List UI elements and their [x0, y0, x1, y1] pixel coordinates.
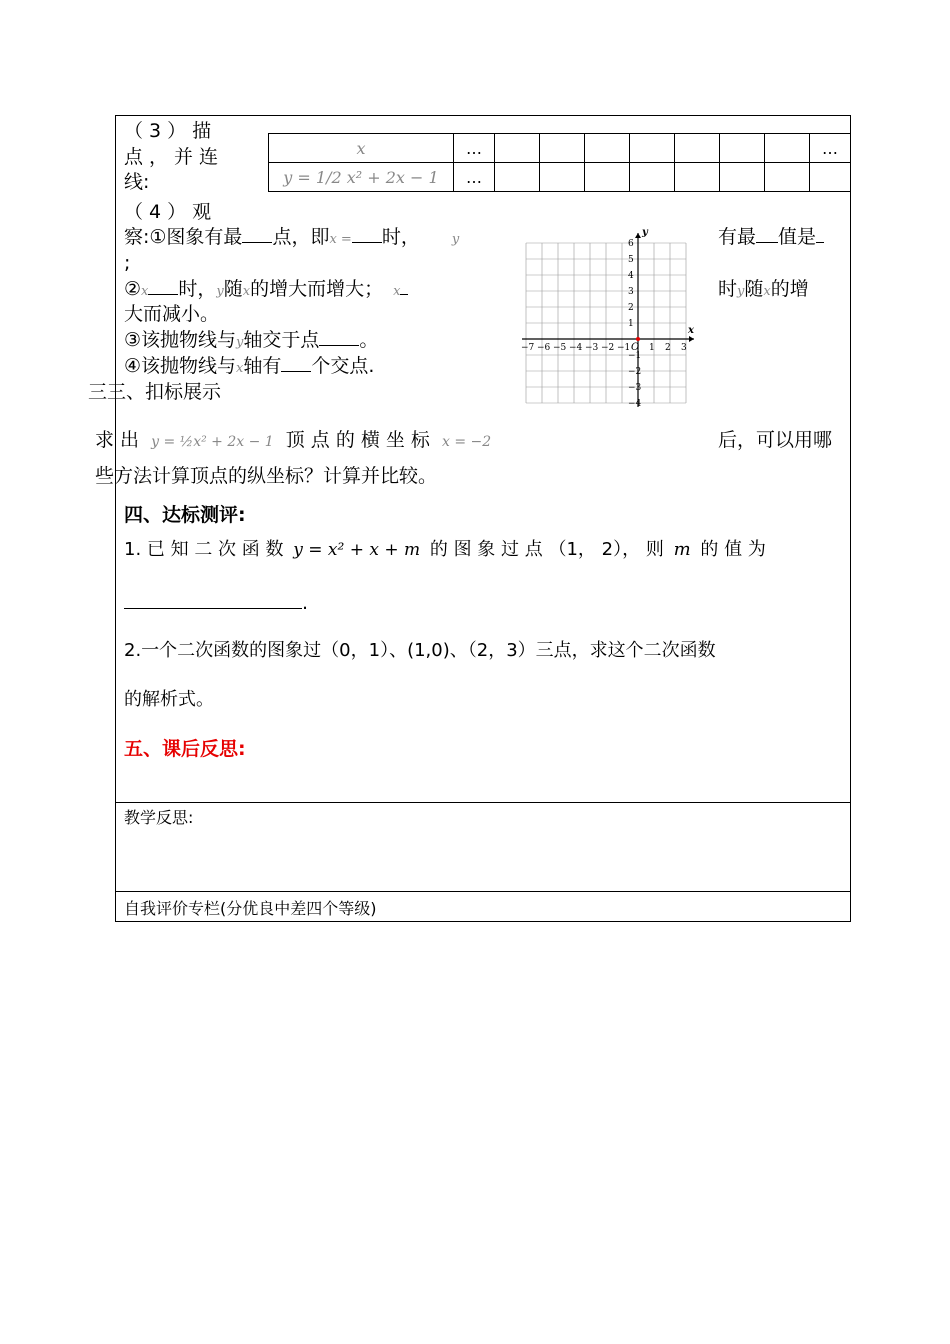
section4-title: 四、达标测评: — [124, 504, 246, 526]
y-tick-label: 5 — [628, 255, 634, 265]
section3-line1-right: 后，可以用哪 — [718, 429, 833, 451]
x-tick-label: −6 — [537, 343, 551, 353]
table-cell-ellipsis: … — [454, 163, 495, 192]
x-tick-label: −1 — [617, 343, 631, 353]
step3-label-2: 点，并连 — [124, 146, 225, 168]
y-tick-label: −2 — [628, 367, 642, 377]
table-cell[interactable] — [765, 134, 810, 163]
table-cell[interactable] — [585, 134, 630, 163]
origin-dot — [636, 337, 640, 341]
x-tick-label: −7 — [521, 343, 535, 353]
table-cell[interactable] — [765, 163, 810, 192]
table-cell[interactable] — [630, 163, 675, 192]
table-cell-ellipsis: … — [810, 134, 851, 163]
step4-line1: 察:①图象有最 点，即x = 时， y — [124, 226, 460, 248]
x-tick-label: −4 — [569, 343, 583, 353]
table-row-x — [269, 134, 851, 163]
x-tick-label: −2 — [601, 343, 615, 353]
grid-svg — [516, 225, 702, 411]
table-cell[interactable] — [675, 163, 720, 192]
step4-line2: ; — [124, 252, 131, 274]
y-tick-label: −4 — [628, 399, 642, 409]
y-tick-label: −3 — [628, 383, 642, 393]
table-cell[interactable] — [540, 163, 585, 192]
y-axis-arrow — [635, 233, 641, 238]
step4-line1-right: 有最 值是 — [718, 225, 824, 249]
x-tick-label: −5 — [553, 343, 567, 353]
y-tick-label: 6 — [628, 239, 634, 249]
step4-line3: ②x 时，y随x的增大而增大； x — [124, 277, 408, 304]
table-row-label-x: x — [269, 134, 454, 163]
step4-line3-right: 时y随x的增 — [718, 278, 809, 300]
divider-reflection — [115, 802, 851, 803]
section5-title: 五、课后反思: — [124, 738, 246, 760]
table-cell[interactable] — [540, 134, 585, 163]
divider-self-eval — [115, 891, 851, 892]
origin-label: O — [631, 342, 640, 353]
step4-line6: ④该抛物线与x轴有 个交点. — [124, 355, 375, 377]
table-cell[interactable] — [630, 134, 675, 163]
table-cell[interactable] — [675, 134, 720, 163]
question-2: 2.一个二次函数的图象过（0，1）、(1,0)、（2，3）三点，求这个二次函数 — [124, 640, 716, 661]
x-tick-label: 3 — [681, 343, 687, 353]
question-2-cont: 的解析式。 — [124, 689, 214, 710]
step4-line5: ③该抛物线与y轴交于点 。 — [124, 329, 379, 351]
x-axis-label: x — [688, 325, 694, 336]
y-tick-label: 3 — [628, 287, 634, 297]
y-tick-label: −1 — [628, 351, 642, 361]
table-row-label-y: y = 1/2 x² + 2x − 1 — [269, 163, 454, 192]
question-1: 1. 已 知 二 次 函 数 y = x² + x + m 的 图 象 过 点 （1， 2）， 则 m 的 值 为 — [124, 539, 766, 560]
step4-line4: 大而减小。 — [124, 303, 220, 325]
self-eval-label: 自我评价专栏(分优良中差四个等级) — [124, 899, 377, 918]
y-tick-label: 4 — [628, 271, 634, 281]
y-tick-label: 1 — [628, 319, 634, 329]
question-1-answer[interactable]: . — [124, 590, 308, 615]
section3-line2: 些方法计算顶点的纵坐标？计算并比较。 — [95, 465, 438, 487]
table-cell[interactable] — [495, 163, 540, 192]
y-tick-label: 2 — [628, 303, 634, 313]
table-cell[interactable] — [495, 134, 540, 163]
step4-label: （4）观 — [124, 201, 218, 223]
table-cell-ellipsis: … — [454, 134, 495, 163]
table-cell[interactable] — [720, 163, 765, 192]
section3-title: 三三、扣标展示 — [88, 381, 222, 403]
step3-label-3: 线: — [124, 171, 150, 193]
table-cell[interactable] — [585, 163, 630, 192]
y-axis-label: y — [642, 227, 648, 238]
section3-line1: 求 出 y = ½x² + 2x − 1 顶 点 的 横 坐 标 x = −2 — [95, 429, 492, 451]
teaching-reflection-label: 教学反思: — [124, 808, 194, 827]
value-table — [268, 133, 851, 192]
table-cell[interactable] — [810, 163, 851, 192]
step3-label-1: （3）描 — [124, 120, 218, 142]
x-tick-label: 1 — [649, 343, 655, 353]
x-tick-label: −3 — [585, 343, 599, 353]
x-axis-arrow — [689, 336, 694, 342]
table-row-y — [269, 163, 851, 192]
coordinate-grid — [516, 225, 702, 411]
x-tick-label: 2 — [665, 343, 671, 353]
table-cell[interactable] — [720, 134, 765, 163]
